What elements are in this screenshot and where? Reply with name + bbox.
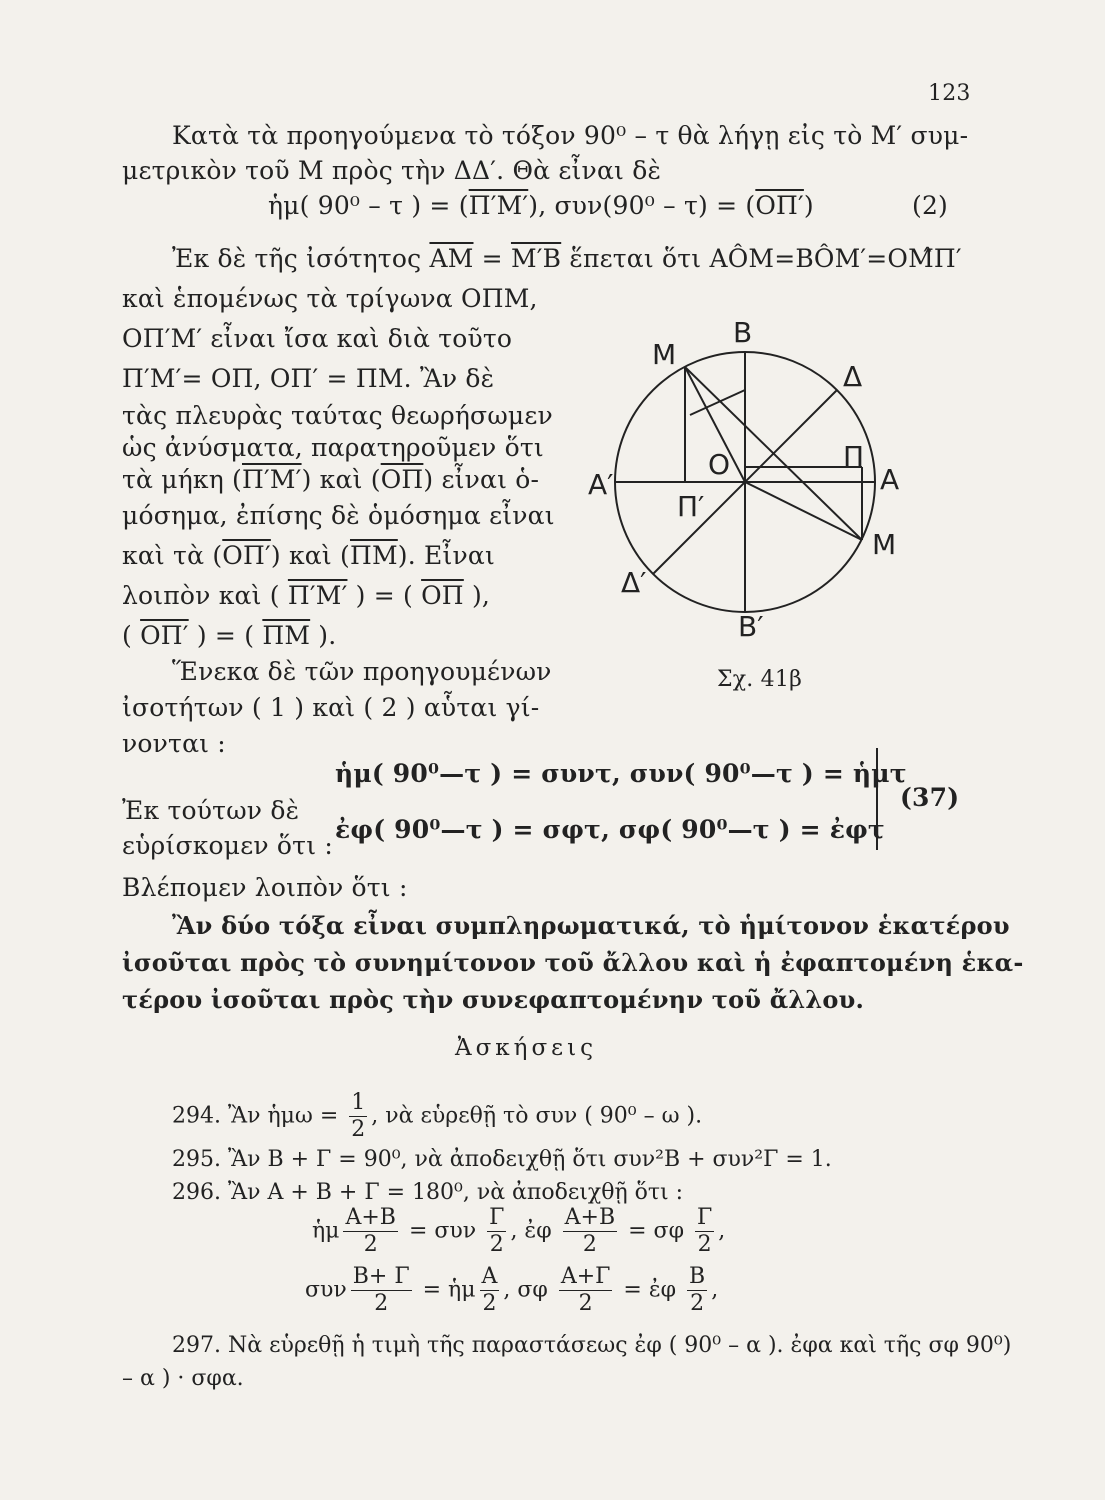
f2-n3: Α+Γ <box>560 1264 611 1289</box>
eq2-part-c: ), συν(90⁰ – τ) = ( <box>528 191 756 220</box>
f1-p4: = σφ <box>621 1218 691 1244</box>
formula-37-row-1: ἡμ( 90⁰—τ ) = συντ, συν( 90⁰—τ ) = ἡμτ <box>335 759 907 788</box>
para2-line-10 <box>122 580 490 612</box>
vec-pm-2: $\overline{\Pi M}$ <box>262 621 311 650</box>
para2-line-9-c: ) καὶ ( <box>270 541 350 570</box>
f1-p3: , ἐφ <box>510 1218 559 1244</box>
para2-line-12: Ἕνεκα δὲ τῶν προηγουμένων <box>172 657 552 686</box>
para2-line-3: ΟΠ′Μ′ εἶναι ἴσα καὶ διὰ τοῦτο <box>122 324 513 353</box>
exercise-296-formula-1 <box>312 1205 725 1258</box>
para2-line-9-a: καὶ τὰ ( <box>122 541 223 570</box>
f2-p1: συν <box>305 1277 347 1303</box>
fraction-numerator: 1 <box>351 1090 366 1115</box>
formula-37-side-1: Ἐκ τούτων δὲ <box>122 796 300 825</box>
exercises-heading: Ἀσκήσεις <box>455 1035 597 1061</box>
para2-line-7-a: τὰ μήκη ( <box>122 465 242 494</box>
para2-line-7-e: ) εἶναι ὁ- <box>423 465 540 494</box>
f2-n4: Β <box>689 1264 706 1289</box>
para2-line-11 <box>122 620 336 652</box>
f2-p2: = ἡμ <box>415 1277 476 1303</box>
f1-d1: 2 <box>363 1232 378 1257</box>
vec-op: $\overline{O\Pi}$ <box>380 465 424 494</box>
vec-pm-prime-2: Π′Μ′ <box>287 581 348 610</box>
f2-n2: Α <box>481 1264 498 1289</box>
para2-line-8: μόσημα, ἐπίσης δὲ ὁμόσημα εἶναι <box>122 501 555 530</box>
eq2-part-a: ἡμ( 90⁰ – τ ) = ( <box>268 191 469 220</box>
f2-frac-3 <box>559 1264 613 1317</box>
formula-37-side-2: εὑρίσκομεν ὅτι : <box>122 831 333 860</box>
f2-d1: 2 <box>374 1291 389 1316</box>
label-M-top: Μ <box>652 338 677 371</box>
vec-op-prime: ΟΠ′ <box>222 541 271 570</box>
formula-37-row-2: ἐφ( 90⁰—τ ) = σφτ, σφ( 90⁰—τ ) = ἐφτ <box>335 815 885 844</box>
formula-37-label: (37) <box>900 783 960 812</box>
f2-frac-4 <box>687 1264 707 1317</box>
conclusion-intro: Βλέπομεν λοιπὸν ὅτι : <box>122 873 408 902</box>
para2-line-2: καὶ ἑπομένως τὰ τρίγωνα ΟΠΜ, <box>122 284 538 313</box>
exercise-297-line-2: – α ) · σφα. <box>122 1366 244 1391</box>
vec-pm-prime: Π′Μ′ <box>242 465 302 494</box>
f1-p5: , <box>718 1218 726 1244</box>
f2-p4: = ἐφ <box>616 1277 684 1303</box>
label-M: Μ <box>872 528 897 561</box>
equation-2-number: (2) <box>912 191 949 220</box>
f1-d2: 2 <box>489 1232 504 1257</box>
label-A-prime: Α′ <box>588 468 614 501</box>
equation-2 <box>268 190 814 222</box>
f2-d2: 2 <box>482 1291 497 1316</box>
label-Delta: Δ <box>843 360 863 393</box>
label-Pi: Π <box>843 440 865 473</box>
para2-line-4: Π′Μ′= ΟΠ, ΟΠ′ = ΠΜ. Ἂν δὲ <box>122 364 495 393</box>
exercise-294 <box>172 1090 702 1143</box>
f2-p5: , <box>711 1277 719 1303</box>
f1-n4: Γ <box>696 1205 713 1230</box>
eq2-vector-pm: Π′Μ′ <box>468 191 529 220</box>
arc-mb: Μ′Β <box>510 244 562 273</box>
intro-line-1: Κατὰ τὰ προηγούμενα τὸ τόξον 90⁰ – τ θὰ λήγῃ εἰς τὸ Μ′ συμ- <box>172 121 969 150</box>
f2-d4: 2 <box>690 1291 705 1316</box>
vec-pm: $\overline{\Pi M}$ <box>349 541 398 570</box>
formula-37-brace <box>876 748 878 850</box>
f1-n3: Α+Β <box>564 1205 616 1230</box>
exercise-294-fraction <box>349 1090 367 1143</box>
label-Delta-prime: Δ′ <box>621 566 647 599</box>
f2-p3: , σφ <box>503 1277 555 1303</box>
eq2-part-e: ) <box>803 191 814 220</box>
para2-line-10-c: ) = ( <box>347 581 422 610</box>
exercise-294-a: 294. Ἂν ἡμω = <box>172 1103 346 1129</box>
label-A: Α <box>880 463 900 496</box>
label-O: Ο <box>708 448 731 481</box>
page-number: 123 <box>928 81 971 106</box>
exercise-294-b: , νὰ εὑρεθῇ τὸ συν ( 90⁰ – ω ). <box>371 1103 703 1129</box>
exercise-296: 296. Ἂν Α + Β + Γ = 180⁰, νὰ ἀποδειχθῇ ὅτι : <box>172 1180 684 1205</box>
para2-line-13: ἰσοτήτων ( 1 ) καὶ ( 2 ) αὗται γί- <box>122 693 540 722</box>
para2-line-11-a: ( <box>122 621 141 650</box>
para2-line-5: τὰς πλευρὰς ταύτας θεωρήσωμεν <box>122 401 553 430</box>
para2-line-10-a: λοιπὸν καὶ ( <box>122 581 288 610</box>
para2-line-1-c: = <box>473 244 511 273</box>
para2-line-1 <box>172 243 962 275</box>
para2-line-11-e: ). <box>310 621 337 650</box>
para2-line-6: ὡς ἀνύσματα, παρατηροῦμεν ὅτι <box>122 433 544 462</box>
f1-frac-2 <box>487 1205 506 1258</box>
f1-frac-1 <box>343 1205 398 1258</box>
f1-frac-4 <box>695 1205 714 1258</box>
para2-line-7-c: ) καὶ ( <box>301 465 381 494</box>
label-B: Β <box>733 316 753 349</box>
f1-n2: Γ <box>489 1205 505 1230</box>
f2-frac-2 <box>480 1264 500 1317</box>
para2-line-14: νονται : <box>122 729 226 758</box>
f2-d3: 2 <box>578 1291 593 1316</box>
f2-frac-1 <box>351 1264 412 1317</box>
para2-line-1-e: ἕπεται ὅτι ΑÔΜ=ΒÔΜ′=ΟΜ̂Π′ <box>561 244 962 273</box>
theorem-line-3: τέρου ἰσοῦται πρὸς τὴν συνεφαπτομένην τοῦ ἄλλου. <box>122 985 865 1014</box>
para2-line-9-e: ). Εἶναι <box>397 541 495 570</box>
vec-op-prime-2: ΟΠ′ <box>140 621 189 650</box>
para2-line-10-e: ), <box>463 581 491 610</box>
eq2-vector-op: ΟΠ′ <box>755 191 804 220</box>
exercise-297-line-1: 297. Νὰ εὑρεθῇ ἡ τιμὴ τῆς παραστάσεως ἐφ ( 90⁰ – α ). ἐφα καὶ τῆς σφ 90⁰) <box>172 1333 1012 1358</box>
segment-o-m <box>745 482 862 540</box>
exercise-296-formula-2 <box>305 1264 718 1317</box>
figure-caption: Σχ. 41β <box>717 667 802 692</box>
vec-op-2: $\overline{O\Pi}$ <box>421 581 464 610</box>
fraction-denominator: 2 <box>351 1117 366 1142</box>
f1-d4: 2 <box>697 1232 712 1257</box>
para2-line-9 <box>122 540 495 572</box>
label-Pi-prime: Π′ <box>677 490 705 523</box>
f1-frac-3 <box>563 1205 618 1258</box>
theorem-line-1: Ἂν δύο τόξα εἶναι συμπληρωματικά, τὸ ἡμίτονον ἑκατέρου <box>172 911 1010 940</box>
exercise-295: 295. Ἂν Β + Γ = 90⁰, νὰ ἀποδειχθῇ ὅτι συν²Β + συν²Γ = 1. <box>172 1147 832 1172</box>
label-B-prime: Β′ <box>738 610 764 643</box>
intro-line-2: μετρικὸν τοῦ Μ πρὸς τὴν ΔΔ′. Θὰ εἶναι δὲ <box>122 156 662 185</box>
f1-p2: = συν <box>401 1218 484 1244</box>
arc-am: $\overline{AM}$ <box>429 244 474 273</box>
para2-line-11-c: ) = ( <box>188 621 263 650</box>
f1-p1: ἡμ <box>312 1218 340 1244</box>
para2-line-1-a: Ἐκ δὲ τῆς ἰσότητος <box>172 244 430 273</box>
f2-n1: Β+ Γ <box>352 1264 410 1289</box>
f1-n1: Α+Β <box>345 1205 396 1230</box>
f1-d3: 2 <box>582 1232 597 1257</box>
theorem-line-2: ἰσοῦται πρὸς τὸ συνημίτονον τοῦ ἄλλου καὶ ἡ ἐφαπτομένη ἑκα- <box>122 948 1024 977</box>
para2-line-7 <box>122 464 539 496</box>
